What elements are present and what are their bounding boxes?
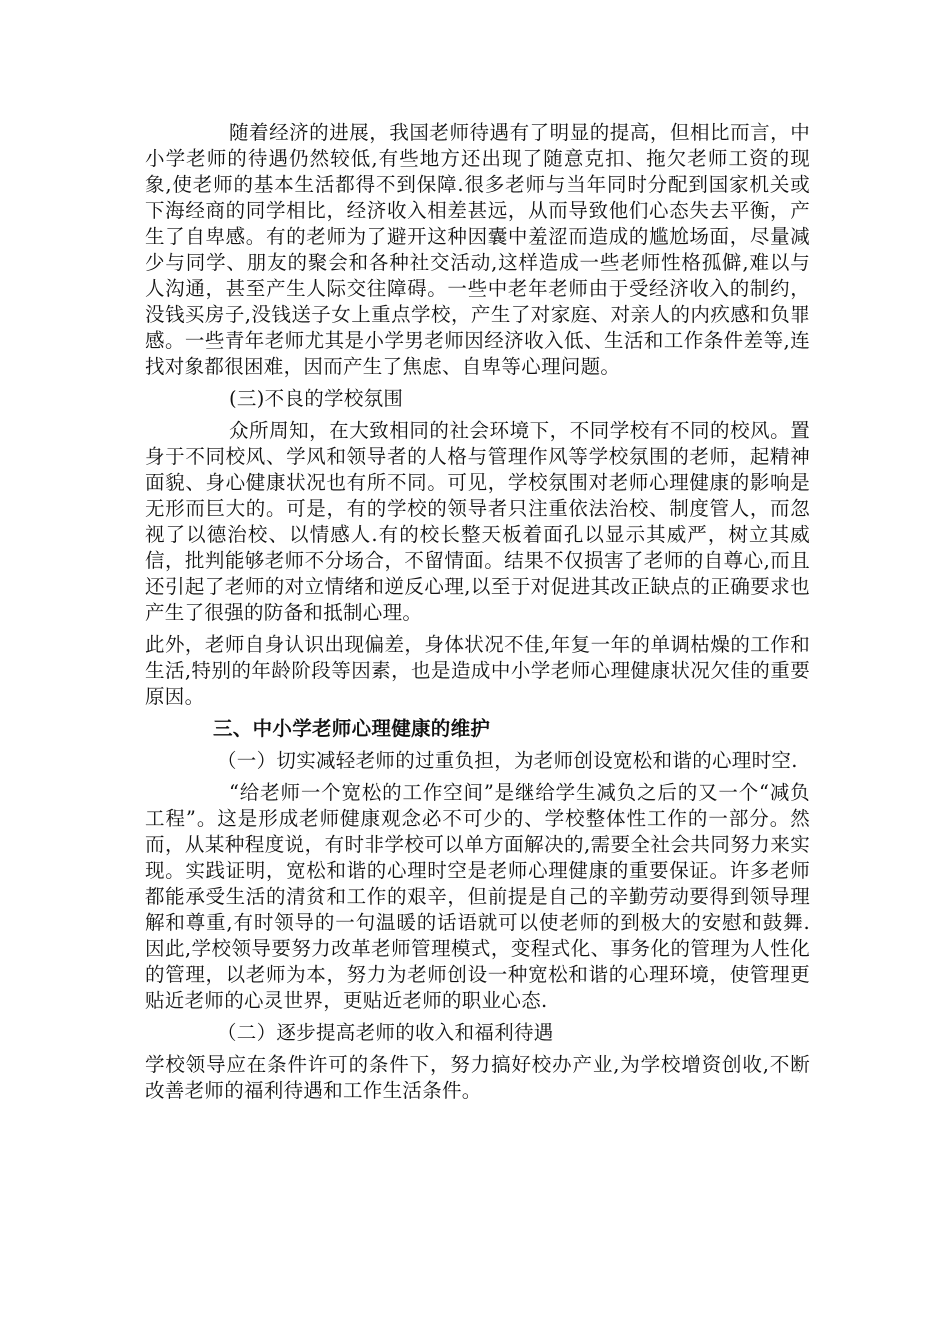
paragraph-other-factors: 此外，老师自身认识出现偏差，身体状况不佳,年复一年的单调枯燥的工作和生活,特别的年龄阶段等因素，也是造成中小学老师心理健康状况欠佳的重要原因。 [145,633,810,708]
paragraph-raise-income: 学校领导应在条件许可的条件下，努力搞好校办产业,为学校增资创收,不断改善老师的福利待遇和工作生活条件。 [145,1053,810,1102]
subheading-raise-income: （二）逐步提高老师的收入和福利待遇 [217,1021,554,1044]
subheading-reduce-burden: （一）切实减轻老师的过重负担，为老师创设宽松和谐的心理时空. [217,749,798,772]
paragraph-school-atmosphere: 众所周知，在大致相同的社会环境下，不同学校有不同的校风。置身于不同校风、学风和领导者的人格与管理作风等学校氛围的老师，起精神面貌、身心健康状况也有所不同。可见，学校氛围对老师心理健康的影响是无形而巨大的。可是，有的学校的领导者只注重依法治校、制度管人，而忽视了以德治校、以情感人.有的校长整天板着面孔以显示其威严，树立其威信，批判能够老师不分场合，不留情面。结果不仅损害了老师的自尊心,而且还引起了老师的对立情绪和逆反心理,以至于对促进其改正缺点的正确要求也产生了很强的防备和抵制心理。 [145,419,810,624]
subheading-school-atmosphere: (三)不良的学校氛围 [229,387,404,410]
section-heading: 三、中小学老师心理健康的维护 [213,717,491,740]
paragraph-teacher-income: 随着经济的进展，我国老师待遇有了明显的提高，但相比而言，中小学老师的待遇仍然较低,有些地方还出现了随意克扣、拖欠老师工资的现象,使老师的基本生活都得不到保障.很多老师与当年同时分配到国家机关或下海经商的同学相比，经济收入相差甚远，从而导致他们心态失去平衡，产生了自卑感。有的老师为了避开这种因囊中羞涩而造成的尴尬场面，尽量减少与同学、朋友的聚会和各种社交活动,这样造成一些老师性格孤僻,难以与人沟通，甚至产生人际交往障碍。一些中老年老师由于受经济收入的制约，没钱买房子,没钱送子女上重点学校，产生了对家庭、对亲人的内疚感和负罪感。一些青年老师尤其是小学男老师因经济收入低、生活和工作条件差等,连找对象都很困难，因而产生了焦虑、自卑等心理问题。 [145,121,810,378]
paragraph-reduce-burden: “给老师一个宽松的工作空间”是继给学生减负之后的又一个“减负工程”。这是形成老师健康观念必不可少的、学校整体性工作的一部分。然而，从某种程度说，有时非学校可以单方面解决的,需要全社会共同努力来实现。实践证明，宽松和谐的心理时空是老师心理健康的重要保证。许多老师都能承受生活的清贫和工作的艰辛，但前提是自己的辛勤劳动要得到领导理解和尊重,有时领导的一句温暖的话语就可以使老师的到极大的安慰和鼓舞.因此,学校领导要努力改革老师管理模式，变程式化、事务化的管理为人性化的管理，以老师为本，努力为老师创设一种宽松和谐的心理环境，使管理更贴近老师的心灵世界，更贴近老师的职业心态. [145,781,810,1012]
document-page [145,120,810,1104]
